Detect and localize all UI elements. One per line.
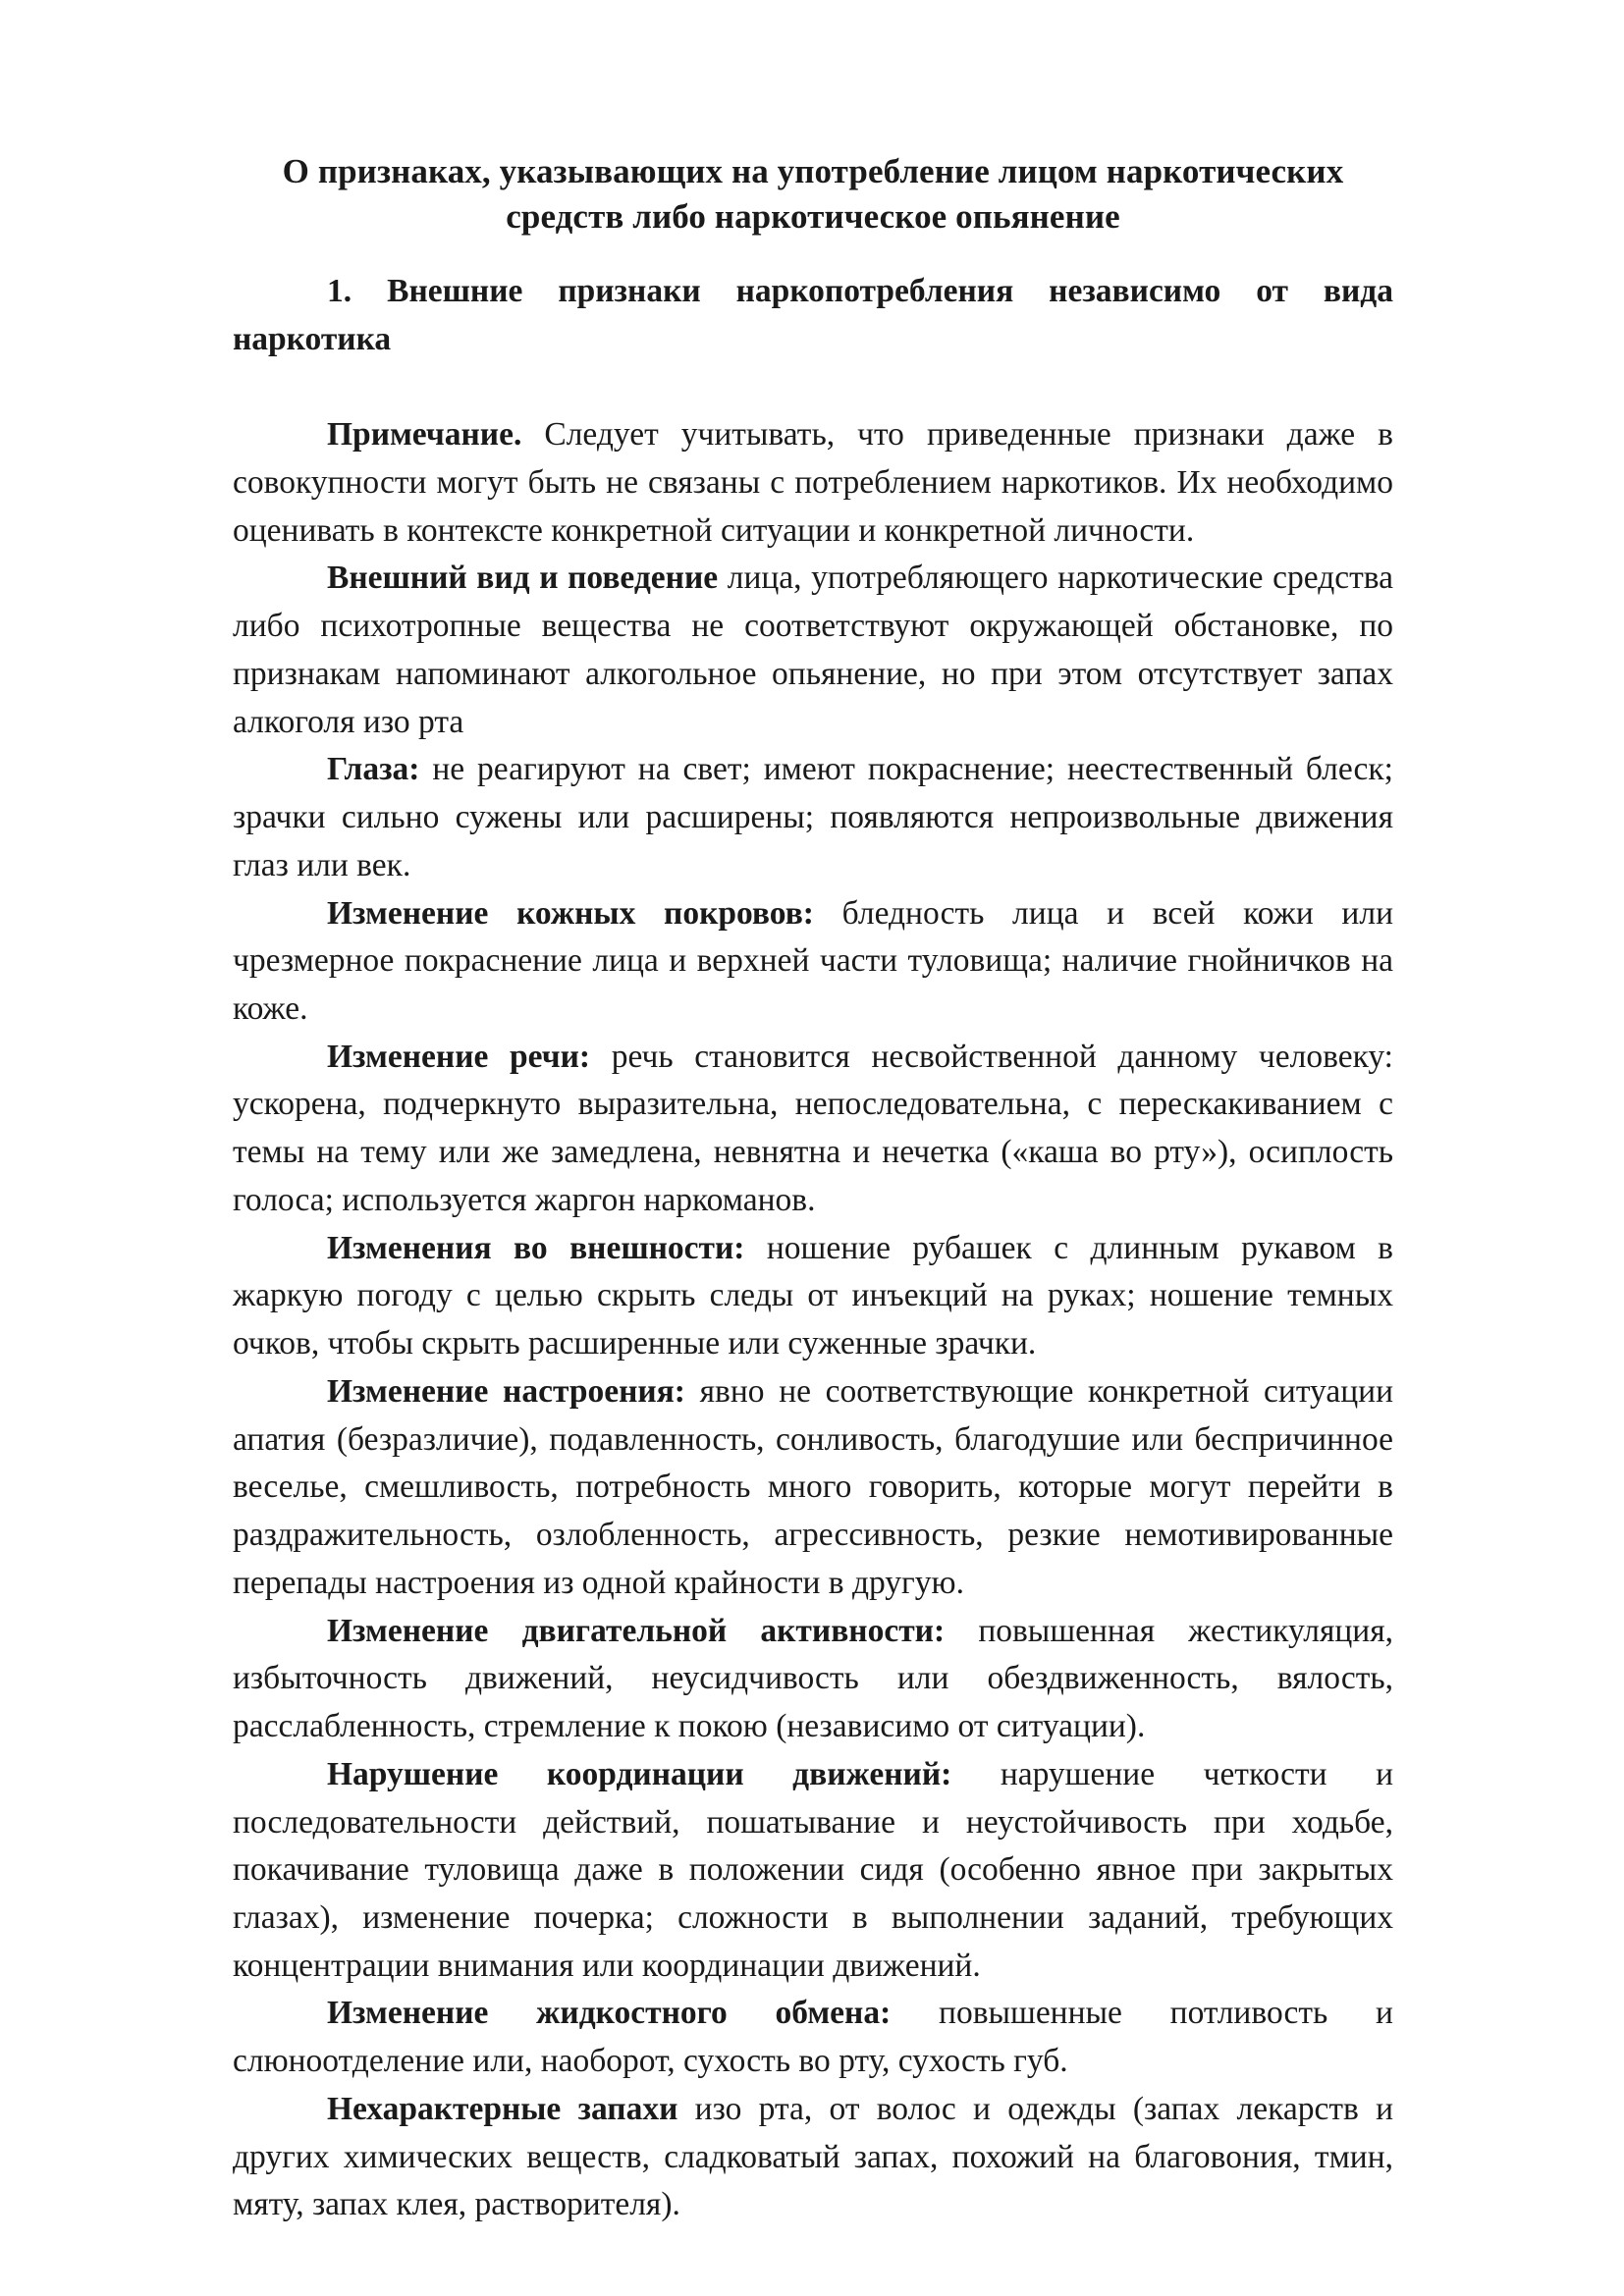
paragraph-rech <box>233 1034 1393 1225</box>
paragraph-lead-zhidkostnyy-obmen: Изменение жидкостного обмена: <box>327 1995 892 2032</box>
document-content <box>233 149 1393 2229</box>
paragraph-lead-primechanie: Примечание. <box>327 416 522 454</box>
paragraph-lead-vneshniy-vid: Внешний вид и поведение <box>327 560 719 597</box>
title-body-spacer <box>233 239 1393 268</box>
paragraph-glaza <box>233 746 1393 889</box>
section-heading-number: 1. <box>327 273 352 309</box>
paragraph-lead-rech: Изменение речи: <box>327 1038 591 1075</box>
paragraph-zhidkostnyy-obmen <box>233 1990 1393 2085</box>
section-heading-1 <box>233 268 1393 411</box>
document-title-line-2: средств либо наркотическое опьянение <box>506 196 1120 236</box>
paragraph-body-primechanie: Следует учитывать, что приведенные признаки даже в совокупности могут быть не связаны с потреблением наркотиков. Их необходимо оценивать в контексте конкретной ситуации и конкретной личности. <box>233 416 1393 549</box>
paragraph-body-vneshnost: ношение рубашек с длинным рукавом в жаркую погоду с целью скрыть следы от инъекций на руках; ношение темных очков, чтобы скрыть расширенные или суженные зрачки. <box>233 1229 1393 1362</box>
paragraph-lead-zapahi: Нехарактерные запахи <box>327 2090 678 2127</box>
paragraph-kozhnye-pokrovy <box>233 890 1393 1034</box>
paragraph-body-glaza: не реагируют на свет; имеют покраснение; неестественный блеск; зрачки сильно сужены или расширены; появляются непроизвольные движения глаз или век. <box>233 751 1393 883</box>
section-heading-text <box>352 273 387 309</box>
paragraph-body-rech: речь становится несвойственной данному человеку: ускорена, подчеркнуто выразительна, непоследовательна, с перескакиванием с темы на тему или же замедлена, невнятна и нечетка («каша во рту»), осиплость голоса; используется жаргон наркоманов. <box>233 1038 1393 1218</box>
paragraph-lead-kozhnye-pokrovy: Изменение кожных покровов: <box>327 894 814 932</box>
paragraph-body-vneshniy-vid: лица, употребляющего наркотические средства либо психотропные вещества не соответствуют окружающей обстановке, по признакам напоминают алкогольное опьянение, но при этом отсутствует запах алкоголя изо рта <box>233 560 1393 740</box>
paragraph-lead-glaza: Глаза: <box>327 751 420 788</box>
paragraph-koordinaciya <box>233 1751 1393 1991</box>
paragraph-body-kozhnye-pokrovy: бледность лица и всей кожи или чрезмерное покраснение лица и верхней части туловища; наличие гнойничков на коже. <box>233 894 1394 1028</box>
section-heading-label: Внешние признаки наркопотребления независимо от вида наркотика <box>233 273 1394 357</box>
document-title <box>233 149 1393 239</box>
paragraph-body-nastroenie: явно не соответствующие конкретной ситуации апатия (безразличие), подавленность, сонливость, благодушие или беспричинное веселье, смешливость, потребность много говорить, которые могут перейти в раздражительность, озлобленность, агрессивность, резкие немотивированные перепады настроения из одной крайности в другую. <box>233 1372 1393 1601</box>
paragraph-body-koordinaciya: нарушение четкости и последовательности действий, пошатывание и неустойчивость при ходьбе, покачивание туловища даже в положении сидя (особенно явное при закрытых глазах), изменение почерка; сложности в выполнении заданий, требующих концентрации внимания или координации движений. <box>233 1755 1393 1984</box>
paragraph-vneshniy-vid <box>233 555 1393 746</box>
document-title-line-1: О признаках, указывающих на употребление лицом наркотических <box>282 152 1344 190</box>
paragraph-primechanie <box>233 411 1393 555</box>
paragraph-zapahi <box>233 2086 1393 2229</box>
paragraph-lead-dvigatelnaya-aktivnost: Изменение двигательной активности: <box>327 1612 946 1649</box>
paragraph-vneshnost <box>233 1225 1393 1368</box>
paragraph-lead-koordinaciya: Нарушение координации движений: <box>327 1755 952 1792</box>
paragraph-lead-vneshnost: Изменения во внешности: <box>327 1229 745 1266</box>
paragraph-nastroenie <box>233 1368 1393 1608</box>
paragraph-body-zapahi: изо рта, от волос и одежды (запах лекарств и других химических веществ, сладковатый запах, похожий на благовония, тмин, мяту, запах клея, растворителя). <box>233 2090 1394 2223</box>
paragraph-lead-nastroenie: Изменение настроения: <box>327 1372 685 1410</box>
paragraph-body-dvigatelnaya-aktivnost: повышенная жестикуляция, избыточность движений, неусидчивость или обездвиженность, вялость, расслабленность, стремление к покою (независимо от ситуации). <box>233 1612 1393 1745</box>
paragraph-body-zhidkostnyy-obmen: повышенные потливость и слюноотделение или, наоборот, сухость во рту, сухость губ. <box>233 1995 1393 2080</box>
paragraph-dvigatelnaya-aktivnost <box>233 1608 1393 1751</box>
